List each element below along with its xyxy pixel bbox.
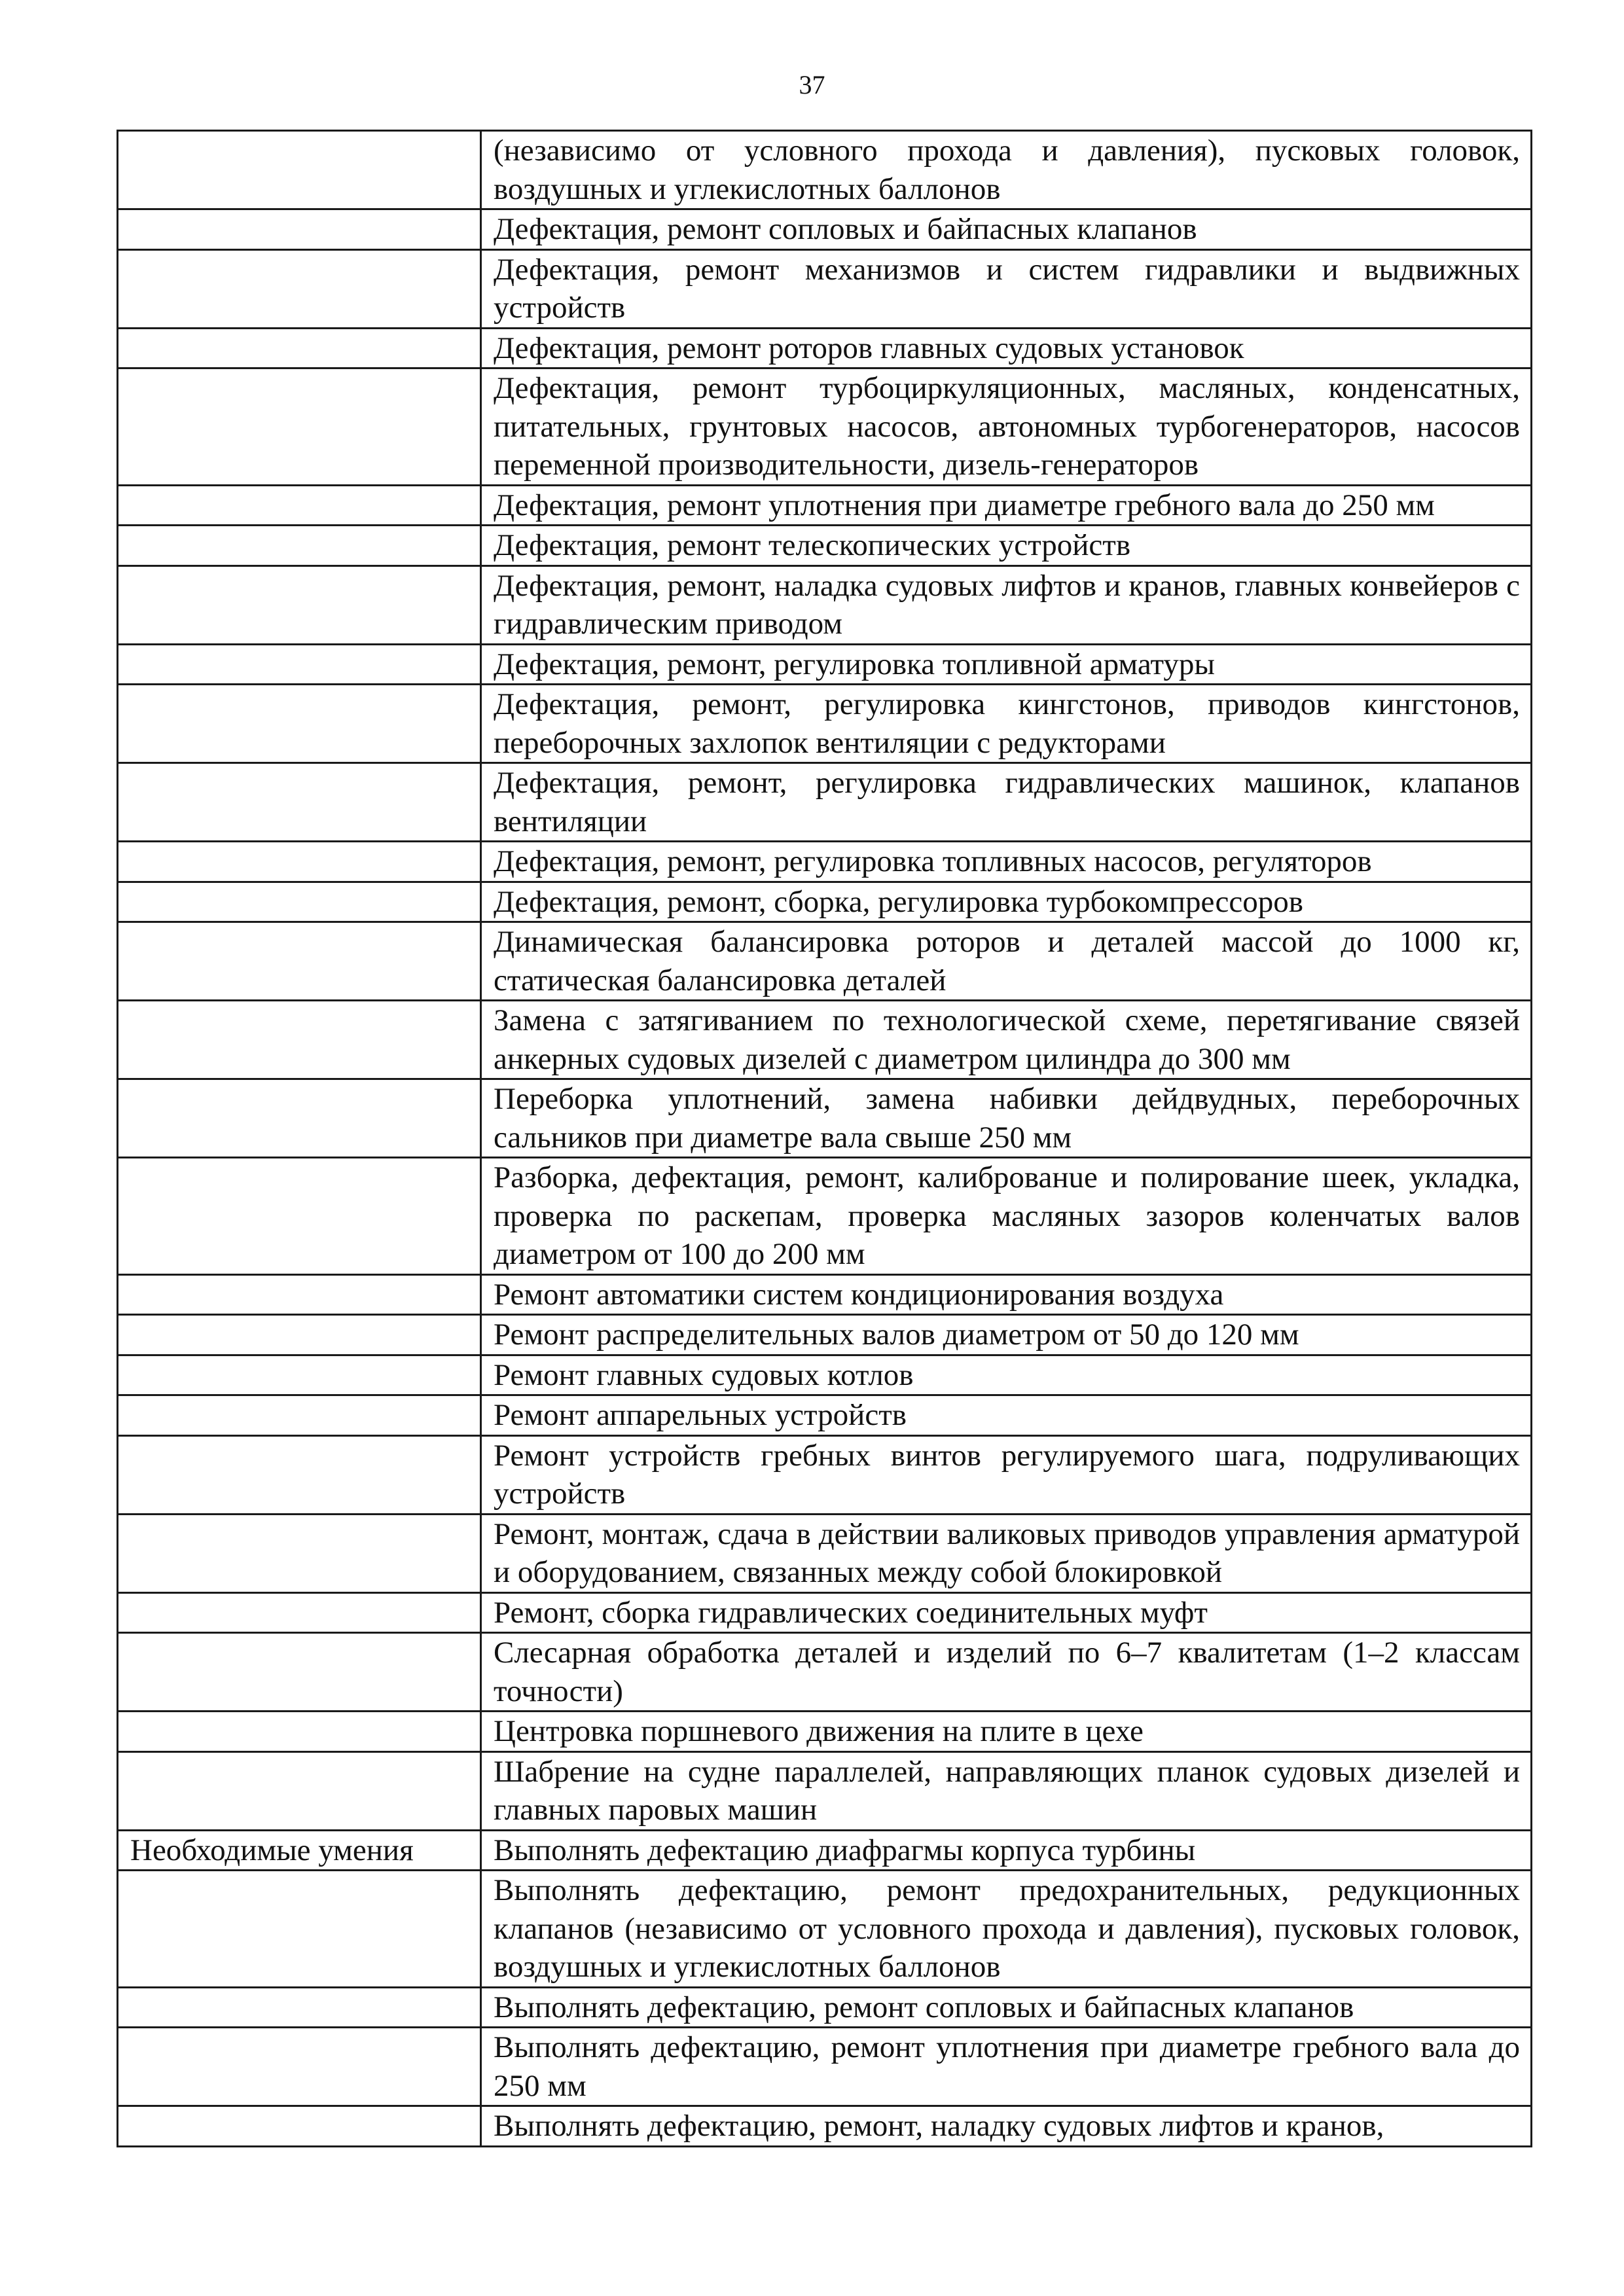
item-text: Дефектация, ремонт сопловых и байпасных клапанов — [481, 209, 1532, 250]
table-row — [118, 685, 1532, 763]
item-text: Дефектация, ремонт роторов главных судовых установок — [481, 328, 1532, 368]
table-row — [118, 131, 1532, 209]
item-text: (независимо от условного прохода и давления), пусковых головок, воздушных и углекислотных баллонов — [481, 131, 1532, 209]
table-row — [118, 1001, 1532, 1079]
section-label-continuation — [118, 1274, 481, 1315]
item-text: Дефектация, ремонт, сборка, регулировка турбокомпрессоров — [481, 882, 1532, 922]
item-text: Разборка, дефектация, ремонт, калиброванuе и полирование шеек, укладка, проверка по раскепам, проверка масляных зазоров коленчатых валов диаметром от 100 до 200 мм — [481, 1158, 1532, 1275]
item-text: Ремонт аппарельных устройств — [481, 1395, 1532, 1436]
section-label-continuation — [118, 763, 481, 842]
item-text: Выполнять дефектацию, ремонт, наладку судовых лифтов и кранов, — [481, 2106, 1532, 2147]
section-label-continuation — [118, 2028, 481, 2106]
item-text: Ремонт главных судовых котлов — [481, 1355, 1532, 1395]
table-body — [118, 131, 1532, 2147]
item-text: Ремонт устройств гребных винтов регулируемого шага, подруливающих устройств — [481, 1435, 1532, 1514]
table-row — [118, 1514, 1532, 1592]
table-row — [118, 1987, 1532, 2028]
table-row — [118, 1633, 1532, 1712]
item-text: Дефектация, ремонт уплотнения при диаметре гребного вала до 250 мм — [481, 485, 1532, 526]
table-row — [118, 1395, 1532, 1436]
section-label-continuation — [118, 882, 481, 922]
table-row — [118, 2106, 1532, 2147]
item-text: Динамическая балансировка роторов и деталей массой до 1000 кг, статическая балансировка деталей — [481, 922, 1532, 1001]
section-label-continuation — [118, 1079, 481, 1158]
section-label-continuation — [118, 1435, 481, 1514]
item-text: Дефектация, ремонт механизмов и систем гидравлики и выдвижных устройств — [481, 249, 1532, 328]
table-row — [118, 1315, 1532, 1355]
section-label-continuation — [118, 1871, 481, 1988]
item-text: Переборка уплотнений, замена набивки дейдвудных, переборочных сальников при диаметре вала свыше 250 мм — [481, 1079, 1532, 1158]
section-label-continuation — [118, 1158, 481, 1275]
section-label-continuation — [118, 1514, 481, 1592]
section-label-continuation — [118, 1633, 481, 1712]
item-text: Шабрение на судне параллелей, направляющих планок судовых дизелей и главных паровых машин — [481, 1751, 1532, 1830]
section-label-continuation — [118, 2106, 481, 2147]
table-row — [118, 526, 1532, 566]
item-text: Дефектация, ремонт, регулировка гидравлических машинок, клапанов вентиляции — [481, 763, 1532, 842]
table-row — [118, 249, 1532, 328]
table-row — [118, 1274, 1532, 1315]
section-label-continuation — [118, 485, 481, 526]
item-text: Дефектация, ремонт телескопических устройств — [481, 526, 1532, 566]
section-label-continuation — [118, 922, 481, 1001]
table-row — [118, 922, 1532, 1001]
table-row — [118, 368, 1532, 486]
item-text: Дефектация, ремонт, регулировка топливной арматуры — [481, 644, 1532, 685]
section-label-continuation — [118, 842, 481, 882]
table-row — [118, 1751, 1532, 1830]
table-row — [118, 2028, 1532, 2106]
requirements-table — [117, 130, 1532, 2147]
section-label-continuation — [118, 1751, 481, 1830]
table-row — [118, 1592, 1532, 1633]
table-row — [118, 1079, 1532, 1158]
section-label-continuation — [118, 526, 481, 566]
table-row — [118, 842, 1532, 882]
item-text: Выполнять дефектацию, ремонт предохранительных, редукционных клапанов (независимо от условного прохода и давления), пусковых головок, воздушных и углекислотных баллонов — [481, 1871, 1532, 1988]
table-row — [118, 1712, 1532, 1752]
table-row — [118, 644, 1532, 685]
section-label-continuation — [118, 565, 481, 644]
item-text: Ремонт автоматики систем кондиционирования воздуха — [481, 1274, 1532, 1315]
item-text: Дефектация, ремонт, регулировка кингстонов, приводов кингстонов, переборочных захлопок вентиляции с редукторами — [481, 685, 1532, 763]
table-row — [118, 1871, 1532, 1988]
table-row — [118, 209, 1532, 250]
table-row — [118, 485, 1532, 526]
section-label-continuation — [118, 209, 481, 250]
item-text: Ремонт распределительных валов диаметром от 50 до 120 мм — [481, 1315, 1532, 1355]
item-text: Ремонт, сборка гидравлических соединительных муфт — [481, 1592, 1532, 1633]
section-label-continuation — [118, 328, 481, 368]
section-label-continuation — [118, 644, 481, 685]
section-label-continuation — [118, 1395, 481, 1436]
section-label-continuation — [118, 685, 481, 763]
item-text: Дефектация, ремонт, наладка судовых лифтов и кранов, главных конвейеров с гидравлическим приводом — [481, 565, 1532, 644]
section-label-continuation — [118, 1712, 481, 1752]
table-row — [118, 1830, 1532, 1871]
section-label-continuation — [118, 1592, 481, 1633]
table-row — [118, 1435, 1532, 1514]
item-text: Ремонт, монтаж, сдача в действии валиковых приводов управления арматурой и оборудованием, связанных между собой блокировкой — [481, 1514, 1532, 1592]
section-label-continuation — [118, 131, 481, 209]
section-label-continuation — [118, 1001, 481, 1079]
section-label-continuation — [118, 368, 481, 486]
item-text: Центровка поршневого движения на плите в цехе — [481, 1712, 1532, 1752]
item-text: Выполнять дефектацию, ремонт уплотнения при диаметре гребного вала до 250 мм — [481, 2028, 1532, 2106]
section-label-continuation — [118, 1315, 481, 1355]
table-row — [118, 1158, 1532, 1275]
table-row — [118, 763, 1532, 842]
section-label: Необходимые умения — [118, 1830, 481, 1871]
section-label-continuation — [118, 1355, 481, 1395]
item-text: Дефектация, ремонт, регулировка топливных насосов, регуляторов — [481, 842, 1532, 882]
item-text: Выполнять дефектацию, ремонт сопловых и байпасных клапанов — [481, 1987, 1532, 2028]
section-label-continuation — [118, 249, 481, 328]
item-text: Слесарная обработка деталей и изделий по 6–7 квалитетам (1–2 классам точности) — [481, 1633, 1532, 1712]
item-text: Дефектация, ремонт турбоциркуляционных, масляных, конденсатных, питательных, грунтовых насосов, автономных турбогенераторов, насосов переменной производительности, дизель-генераторов — [481, 368, 1532, 486]
table-row — [118, 565, 1532, 644]
item-text: Выполнять дефектацию диафрагмы корпуса турбины — [481, 1830, 1532, 1871]
table-row — [118, 882, 1532, 922]
item-text: Замена с затягиванием по технологической схеме, перетягивание связей анкерных судовых дизелей с диаметром цилиндра до 300 мм — [481, 1001, 1532, 1079]
page-number: 37 — [799, 70, 825, 99]
table-row — [118, 1355, 1532, 1395]
table-row — [118, 328, 1532, 368]
section-label-continuation — [118, 1987, 481, 2028]
